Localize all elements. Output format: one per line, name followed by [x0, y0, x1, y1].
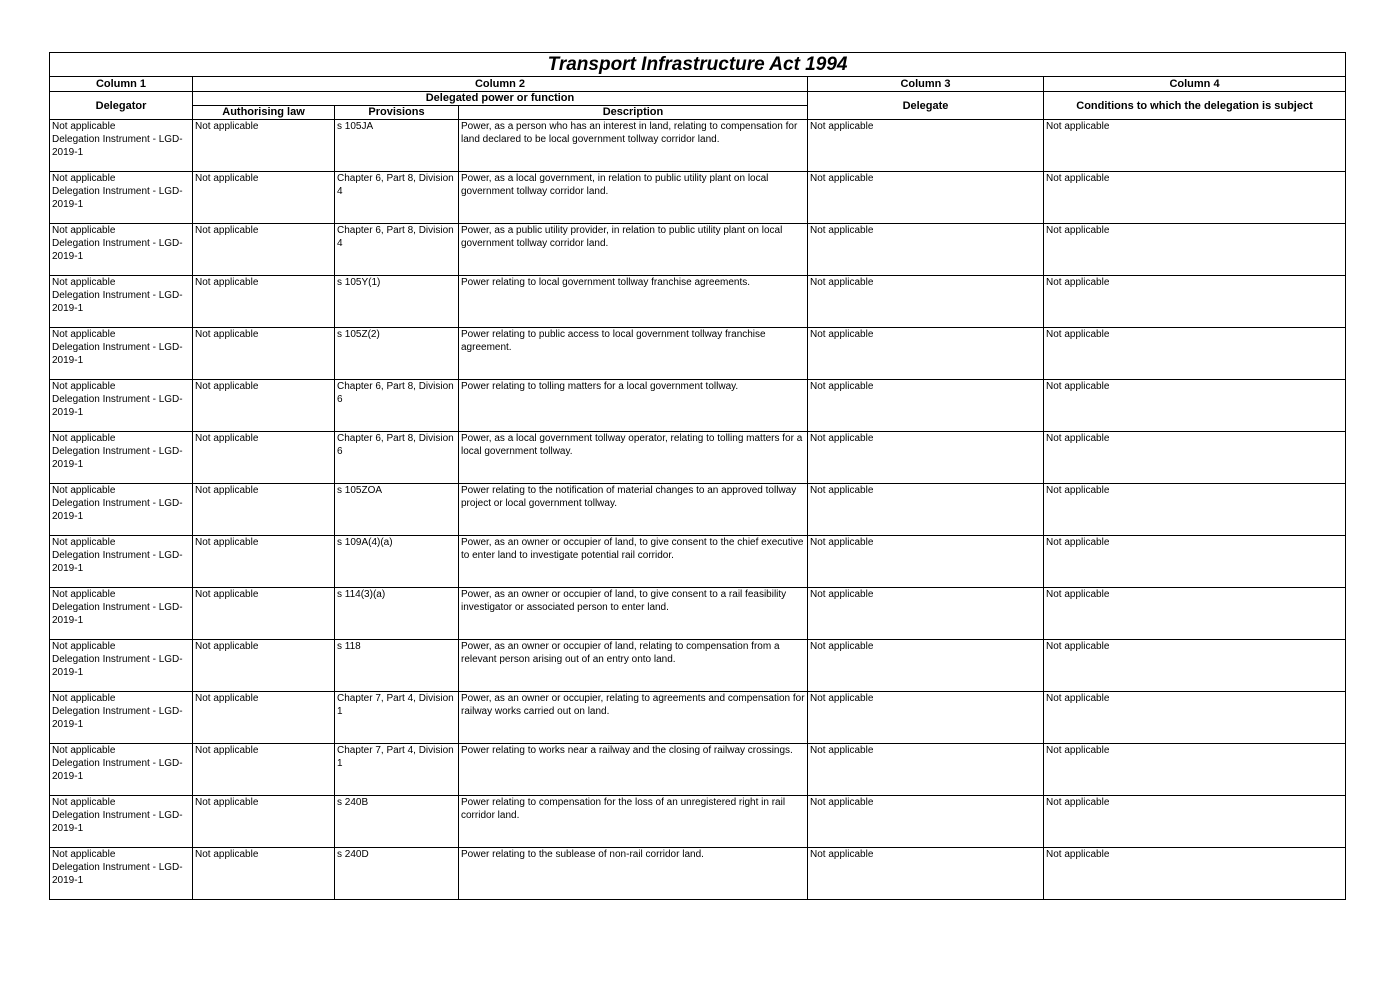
delegator-line: Delegation Instrument - LGD-: [52, 342, 183, 353]
delegation-document: [49, 52, 1345, 900]
authorising-law-cell: Not applicable: [193, 224, 335, 276]
authorising-law-cell: Not applicable: [193, 328, 335, 380]
description-cell: Power, as a local government tollway operator, relating to tolling matters for a local government tollway.: [459, 432, 808, 484]
authorising-law-cell: Not applicable: [193, 796, 335, 848]
conditions-cell: Not applicable: [1044, 484, 1346, 536]
delegator-line: Not applicable: [52, 433, 116, 444]
table-row: [50, 744, 1346, 796]
delegator-line: 2019-1: [52, 719, 84, 730]
delegate-cell: Not applicable: [808, 640, 1044, 692]
delegator-line: 2019-1: [52, 407, 84, 418]
description-cell: Power, as a person who has an interest in land, relating to compensation for land declared to be local government tollway corridor land.: [459, 120, 808, 172]
delegator-cell: [50, 432, 193, 484]
delegator-line: Not applicable: [52, 485, 116, 496]
authorising-law-cell: Not applicable: [193, 744, 335, 796]
provisions-cell: s 240B: [335, 796, 459, 848]
table-row: [50, 276, 1346, 328]
conditions-cell: Not applicable: [1044, 588, 1346, 640]
provisions-cell: s 105JA: [335, 120, 459, 172]
conditions-cell: Not applicable: [1044, 536, 1346, 588]
description-cell: Power relating to tolling matters for a local government tollway.: [459, 380, 808, 432]
table-row: [50, 536, 1346, 588]
conditions-cell: Not applicable: [1044, 744, 1346, 796]
conditions-header: Conditions to which the delegation is subject: [1044, 92, 1346, 120]
delegator-line: 2019-1: [52, 303, 84, 314]
delegator-line: Delegation Instrument - LGD-: [52, 654, 183, 665]
authorising-law-cell: Not applicable: [193, 588, 335, 640]
delegation-table: [49, 52, 1346, 900]
delegate-header: Delegate: [808, 92, 1044, 120]
authorising-law-cell: Not applicable: [193, 536, 335, 588]
authorising-law-cell: Not applicable: [193, 172, 335, 224]
conditions-cell: Not applicable: [1044, 172, 1346, 224]
delegate-cell: Not applicable: [808, 172, 1044, 224]
provisions-cell: Chapter 6, Part 8, Division 6: [335, 380, 459, 432]
delegator-line: Delegation Instrument - LGD-: [52, 602, 183, 613]
description-cell: Power relating to the sublease of non-rail corridor land.: [459, 848, 808, 900]
authorising-law-cell: Not applicable: [193, 120, 335, 172]
delegator-line: 2019-1: [52, 823, 84, 834]
delegate-cell: Not applicable: [808, 744, 1044, 796]
description-header: Description: [459, 106, 808, 120]
provisions-cell: Chapter 6, Part 8, Division 4: [335, 172, 459, 224]
delegate-cell: Not applicable: [808, 120, 1044, 172]
delegator-line: 2019-1: [52, 459, 84, 470]
authorising-law-cell: Not applicable: [193, 848, 335, 900]
delegator-header: Delegator: [50, 92, 193, 120]
delegator-line: Delegation Instrument - LGD-: [52, 290, 183, 301]
table-row: [50, 484, 1346, 536]
delegator-line: Delegation Instrument - LGD-: [52, 186, 183, 197]
delegator-cell: [50, 744, 193, 796]
delegate-cell: Not applicable: [808, 328, 1044, 380]
table-row: [50, 120, 1346, 172]
delegate-cell: Not applicable: [808, 276, 1044, 328]
provisions-cell: Chapter 7, Part 4, Division 1: [335, 692, 459, 744]
delegator-line: Not applicable: [52, 745, 116, 756]
description-cell: Power, as an owner or occupier, relating to agreements and compensation for railway works carried out on land.: [459, 692, 808, 744]
provisions-cell: s 240D: [335, 848, 459, 900]
delegate-cell: Not applicable: [808, 796, 1044, 848]
delegator-line: Delegation Instrument - LGD-: [52, 550, 183, 561]
delegator-line: 2019-1: [52, 667, 84, 678]
table-row: [50, 224, 1346, 276]
provisions-cell: s 105Z(2): [335, 328, 459, 380]
delegator-line: Delegation Instrument - LGD-: [52, 810, 183, 821]
authorising-law-cell: Not applicable: [193, 276, 335, 328]
delegator-cell: [50, 588, 193, 640]
delegator-cell: [50, 172, 193, 224]
conditions-cell: Not applicable: [1044, 380, 1346, 432]
delegated-power-header: Delegated power or function: [193, 92, 808, 106]
conditions-cell: Not applicable: [1044, 692, 1346, 744]
provisions-cell: s 109A(4)(a): [335, 536, 459, 588]
conditions-cell: Not applicable: [1044, 224, 1346, 276]
description-cell: Power, as an owner or occupier of land, relating to compensation from a relevant person arising out of an entry onto land.: [459, 640, 808, 692]
delegator-cell: [50, 484, 193, 536]
delegate-cell: Not applicable: [808, 848, 1044, 900]
authorising-law-cell: Not applicable: [193, 640, 335, 692]
table-row: [50, 432, 1346, 484]
delegator-cell: [50, 692, 193, 744]
authorising-law-cell: Not applicable: [193, 432, 335, 484]
page-title: Transport Infrastructure Act 1994: [50, 53, 1346, 77]
delegate-cell: Not applicable: [808, 380, 1044, 432]
delegator-line: Not applicable: [52, 381, 116, 392]
delegator-line: Not applicable: [52, 329, 116, 340]
provisions-cell: Chapter 6, Part 8, Division 4: [335, 224, 459, 276]
conditions-cell: Not applicable: [1044, 796, 1346, 848]
description-cell: Power relating to public access to local government tollway franchise agreement.: [459, 328, 808, 380]
delegator-line: Not applicable: [52, 121, 116, 132]
delegator-line: 2019-1: [52, 875, 84, 886]
delegator-cell: [50, 848, 193, 900]
provisions-cell: Chapter 6, Part 8, Division 6: [335, 432, 459, 484]
delegator-line: Delegation Instrument - LGD-: [52, 446, 183, 457]
provisions-cell: s 105Y(1): [335, 276, 459, 328]
table-row: [50, 380, 1346, 432]
delegator-line: Not applicable: [52, 173, 116, 184]
conditions-cell: Not applicable: [1044, 120, 1346, 172]
delegator-cell: [50, 536, 193, 588]
delegator-line: Not applicable: [52, 537, 116, 548]
delegator-line: 2019-1: [52, 771, 84, 782]
delegator-line: 2019-1: [52, 615, 84, 626]
delegator-cell: [50, 640, 193, 692]
delegator-line: Delegation Instrument - LGD-: [52, 498, 183, 509]
delegator-cell: [50, 276, 193, 328]
delegate-cell: Not applicable: [808, 692, 1044, 744]
description-cell: Power, as an owner or occupier of land, to give consent to a rail feasibility investigator or associated person to enter land.: [459, 588, 808, 640]
table-row: [50, 172, 1346, 224]
delegator-cell: [50, 796, 193, 848]
delegator-line: Not applicable: [52, 225, 116, 236]
delegate-cell: Not applicable: [808, 432, 1044, 484]
delegator-line: Not applicable: [52, 641, 116, 652]
delegator-line: 2019-1: [52, 511, 84, 522]
delegator-line: Not applicable: [52, 693, 116, 704]
description-cell: Power relating to works near a railway and the closing of railway crossings.: [459, 744, 808, 796]
authorising-law-cell: Not applicable: [193, 484, 335, 536]
provisions-header: Provisions: [335, 106, 459, 120]
table-row: [50, 848, 1346, 900]
column-2-label: Column 2: [193, 77, 808, 92]
conditions-cell: Not applicable: [1044, 276, 1346, 328]
delegator-line: Not applicable: [52, 589, 116, 600]
authorising-law-cell: Not applicable: [193, 380, 335, 432]
description-cell: Power relating to compensation for the loss of an unregistered right in rail corridor land.: [459, 796, 808, 848]
provisions-cell: s 118: [335, 640, 459, 692]
delegator-line: Delegation Instrument - LGD-: [52, 238, 183, 249]
delegate-cell: Not applicable: [808, 224, 1044, 276]
delegate-cell: Not applicable: [808, 588, 1044, 640]
description-cell: Power, as a local government, in relation to public utility plant on local government tollway corridor land.: [459, 172, 808, 224]
provisions-cell: s 114(3)(a): [335, 588, 459, 640]
conditions-cell: Not applicable: [1044, 432, 1346, 484]
delegator-cell: [50, 380, 193, 432]
table-row: [50, 692, 1346, 744]
delegation-rows: [50, 120, 1346, 900]
column-1-label: Column 1: [50, 77, 193, 92]
conditions-cell: Not applicable: [1044, 848, 1346, 900]
delegator-line: Delegation Instrument - LGD-: [52, 394, 183, 405]
provisions-cell: s 105ZOA: [335, 484, 459, 536]
conditions-cell: Not applicable: [1044, 328, 1346, 380]
delegator-cell: [50, 224, 193, 276]
delegate-cell: Not applicable: [808, 536, 1044, 588]
description-cell: Power relating to local government tollway franchise agreements.: [459, 276, 808, 328]
delegator-line: 2019-1: [52, 147, 84, 158]
description-cell: Power relating to the notification of material changes to an approved tollway project or local government tollway.: [459, 484, 808, 536]
delegator-line: Delegation Instrument - LGD-: [52, 134, 183, 145]
table-row: [50, 640, 1346, 692]
provisions-cell: Chapter 7, Part 4, Division 1: [335, 744, 459, 796]
delegator-line: 2019-1: [52, 199, 84, 210]
delegator-line: Delegation Instrument - LGD-: [52, 862, 183, 873]
description-cell: Power, as an owner or occupier of land, to give consent to the chief executive to enter land to investigate potential rail corridor.: [459, 536, 808, 588]
delegator-line: 2019-1: [52, 251, 84, 262]
delegator-line: Not applicable: [52, 277, 116, 288]
authorising-law-header: Authorising law: [193, 106, 335, 120]
delegator-line: 2019-1: [52, 355, 84, 366]
delegate-cell: Not applicable: [808, 484, 1044, 536]
authorising-law-cell: Not applicable: [193, 692, 335, 744]
delegator-cell: [50, 120, 193, 172]
table-row: [50, 796, 1346, 848]
conditions-cell: Not applicable: [1044, 640, 1346, 692]
description-cell: Power, as a public utility provider, in relation to public utility plant on local government tollway corridor land.: [459, 224, 808, 276]
delegator-line: Delegation Instrument - LGD-: [52, 706, 183, 717]
delegator-cell: [50, 328, 193, 380]
column-4-label: Column 4: [1044, 77, 1346, 92]
delegator-line: Not applicable: [52, 849, 116, 860]
column-3-label: Column 3: [808, 77, 1044, 92]
table-row: [50, 328, 1346, 380]
table-row: [50, 588, 1346, 640]
delegator-line: Delegation Instrument - LGD-: [52, 758, 183, 769]
delegator-line: Not applicable: [52, 797, 116, 808]
delegator-line: 2019-1: [52, 563, 84, 574]
